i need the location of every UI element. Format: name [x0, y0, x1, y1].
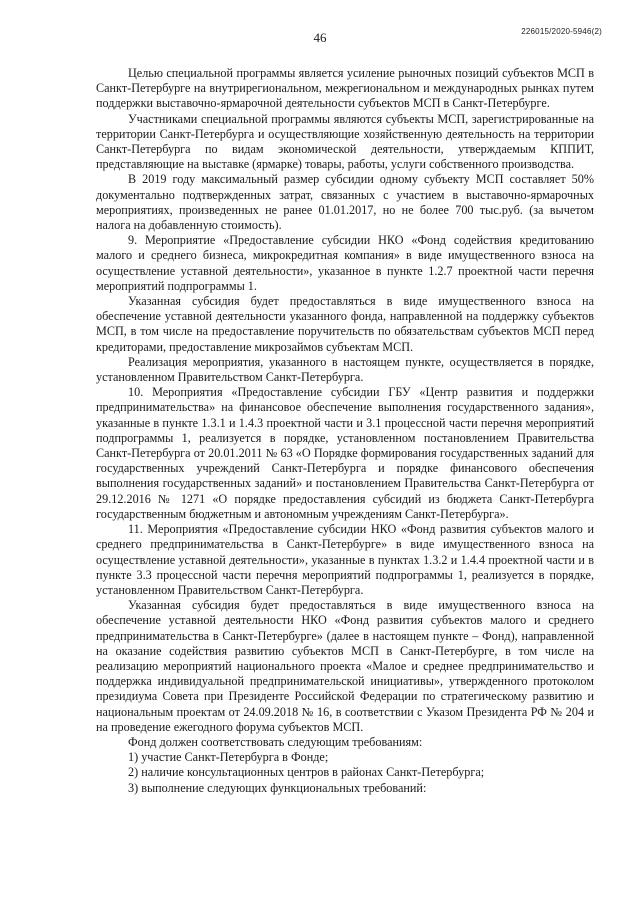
page-number: 46	[313, 30, 327, 45]
paragraph-program-goal: Целью специальной программы является усиление рыночных позиций субъектов МСП в Санкт-Петербурге на внутрирегиональном, межрегиональном и международных рынках путем поддержки выставочно-ярмарочной деятельности субъектов МСП в Санкт-Петербурге.	[96, 66, 594, 111]
list-item: 2) наличие консультационных центров в районах Санкт-Петербурга;	[128, 765, 485, 780]
paragraph-subsidy-11-details: Указанная субсидия будет предоставляться в виде имущественного взноса на обеспечение уставной деятельности НКО «Фонд развития субъектов малого и среднего предпринимательства в Санкт-Петербурге» (далее в настоящем пункте – Фонд), направленной на оказание содействия развитию субъектов МСП в Санкт-Петербурге, в том числе на реализацию мероприятий национального проекта «Малое и среднее предпринимательство и поддержка индивидуальной предпринимательской инициативы», утвержденного протоколом президиума Совета при Президенте Российской Федерации по стратегическому развитию и национальным проектам от 24.09.2018 № 16, в соответствии с Указом Президента РФ № 204 и на проведение ежегодного форума субъектов МСП.	[96, 598, 594, 734]
document-registration-code: 226015/2020-5946(2)	[521, 27, 602, 36]
paragraph-participants: Участниками специальной программы являются субъекты МСП, зарегистрированные на территории Санкт-Петербурга и осуществляющие хозяйственную деятельность на территории Санкт-Петербурга по видам экономической деятельности, утверждаемым КППИТ, представляющие на выставке (ярмарке) товары, работы, услуги собственного производства.	[96, 111, 594, 172]
list-item: 3) выполнение следующих функциональных требований:	[128, 780, 427, 795]
document-body	[96, 66, 594, 796]
paragraph-item-9: 9. Мероприятие «Предоставление субсидии НКО «Фонд содействия кредитованию малого и среднего бизнеса, микрокредитная компания» в виде имущественного взноса на осуществление уставной деятельности», указанное в пункте 1.2.7 проектной части перечня мероприятий подпрограммы 1.	[96, 233, 594, 293]
requirements-list	[96, 750, 594, 796]
paragraph-fund-requirements-intro: Фонд должен соответствовать следующим требованиям:	[128, 734, 423, 749]
list-item: 1) участие Санкт-Петербурга в Фонде;	[128, 750, 329, 765]
paragraph-implementation-9: Реализация мероприятия, указанного в настоящем пункте, осуществляется в порядке, установленном Правительством Санкт-Петербурга.	[96, 354, 594, 385]
paragraph-item-11: 11. Мероприятия «Предоставление субсидии НКО «Фонд развития субъектов малого и среднего предпринимательства в Санкт-Петербурге» в виде имущественного взноса на осуществление уставной деятельности», указанные в пунктах 1.3.2 и 1.4.4 проектной части и в пункте 3.3 процессной части перечня мероприятий подпрограммы 1, реализуется в порядке, установленном Правительством Санкт-Петербурга.	[96, 522, 594, 597]
paragraph-subsidy-9-details: Указанная субсидия будет предоставляться в виде имущественного взноса на обеспечение уставной деятельности указанного фонда, направленной на поддержку субъектов МСП, в том числе на предоставление поручительств по обязательствам субъектов МСП перед кредиторами, предоставление микрозаймов субъектам МСП.	[96, 294, 594, 354]
paragraph-item-10: 10. Мероприятия «Предоставление субсидии ГБУ «Центр развития и поддержки предпринимательства» на финансовое обеспечение выполнения государственного задания», указанные в пункте 1.3.1 и 1.4.3 проектной части и 3.1 процессной части перечня мероприятий подпрограммы 1, реализуется в порядке, установленном постановлением Правительства Санкт-Петербурга от 20.01.2011 № 63 «О Порядке формирования государственных заданий для государственных учреждений Санкт-Петербурга и порядке финансового обеспечения выполнения государственных заданий» и постановлением Правительства Санкт-Петербурга от 29.12.2016 № 1271 «О порядке предоставления субсидий из бюджета Санкт-Петербурга государственным бюджетным и автономным учреждениям Санкт-Петербурга».	[96, 385, 594, 521]
paragraph-max-subsidy: В 2019 году максимальный размер субсидии одному субъекту МСП составляет 50% документально подтвержденных затрат, связанных с участием в выставочно-ярмарочных мероприятиях, произведенных не ранее 01.01.2017, но не более 700 тыс.руб. (за вычетом налога на добавленную стоимость).	[96, 172, 594, 233]
